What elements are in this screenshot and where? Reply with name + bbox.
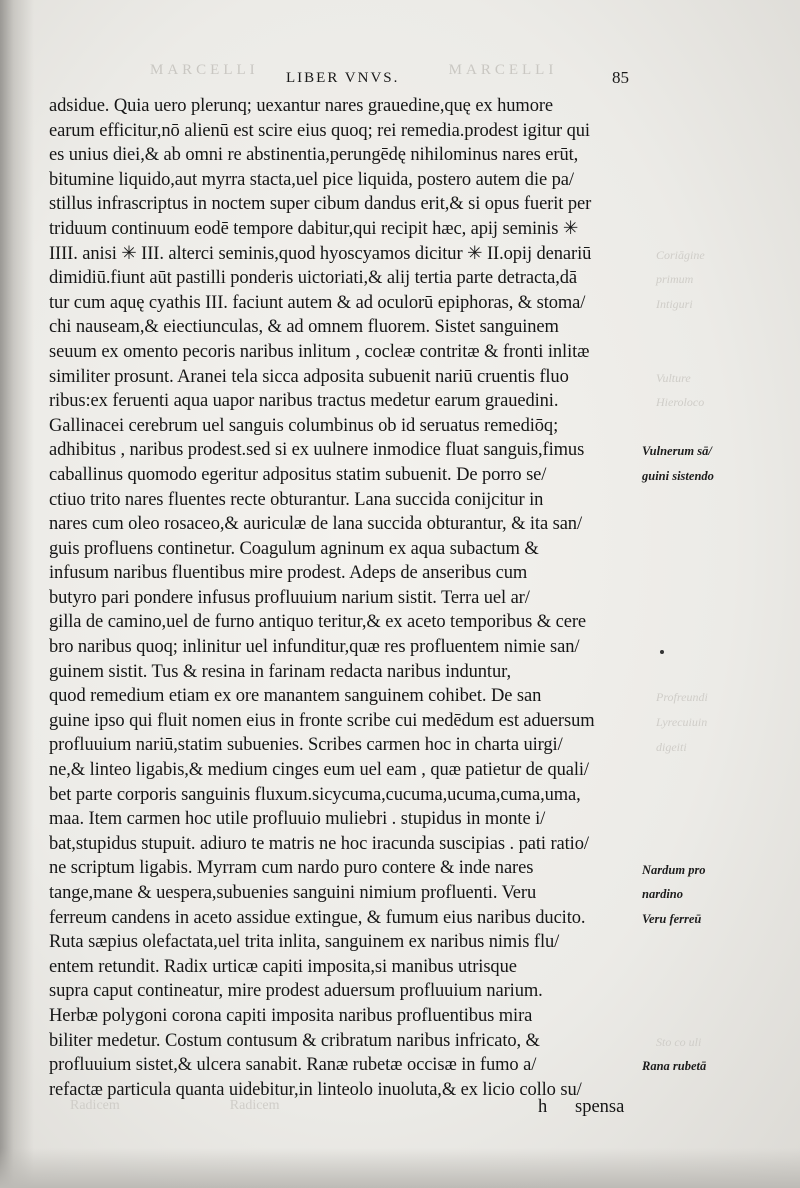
text-line: bat,stupidus stupuit. adiuro te matris ne hoc iracunda suscipias . pati ratio/	[49, 833, 589, 854]
catchword: spensa	[575, 1097, 625, 1117]
show-through-margin-note: digeiti	[656, 739, 687, 754]
show-through-footer-right: Radicem	[229, 1098, 280, 1113]
text-line: ribus:ex feruenti aqua uapor naribus tractus medetur earum grauedini.	[49, 391, 559, 412]
show-through-margin-note: Intiguri	[656, 296, 693, 311]
text-line: supra caput contineatur, mire prodest aduersum profluuium narium.	[49, 981, 543, 1002]
page-number: 85	[612, 68, 629, 87]
margin-note: Vulnerum sā/	[642, 444, 712, 459]
margin-note: guini sistendo	[642, 469, 714, 483]
text-line: ne scriptum ligabis. Myrram cum nardo puro contere & inde nares	[49, 858, 534, 879]
margin-note: Rana rubetā	[642, 1059, 707, 1074]
text-line: adsidue. Quia uero plerunq; uexantur nares grauedine,quę ex humore	[49, 96, 554, 116]
show-through-header-right: MARCELLI	[448, 62, 558, 78]
show-through-margin-note: Vulture	[656, 370, 691, 385]
margin-note: Nardum pro	[642, 862, 706, 877]
ink-dot	[660, 650, 664, 654]
text-line: quod remedium etiam ex ore manantem sanguinem cohibet. De san	[49, 686, 542, 707]
text-line: gilla de camino,uel de furno antiquo teritur,& ex aceto temporibus & cere	[49, 612, 587, 633]
margin-note: Veru ferreū	[642, 911, 702, 926]
show-through-footer-left: Radicem	[70, 1098, 120, 1113]
text-line: bro naribus quoq; inlinitur uel infunditur,quæ res profluentem nimie san/	[49, 637, 580, 658]
show-through-margin-note: Sto co uli	[656, 1034, 702, 1049]
text-line: earum efficitur,nō alienū est scire eius quoq; rei remedia.prodest igitur qui	[49, 120, 590, 141]
text-line: Ruta sæpius olefactata,uel trita inlita, sanguinem ex naribus nimis flu/	[49, 932, 560, 953]
text-line: IIII. anisi ✳ III. alterci seminis,quod hyoscyamos dicitur ✳ II.opij denariū	[49, 243, 592, 264]
text-line: bet parte corporis sanguinis fluxum.sicycuma,cucuma,ucuma,cuma,uma,	[49, 784, 581, 805]
text-line: caballinus quomodo egeritur adpositus statim subuenit. De porro se/	[49, 464, 547, 485]
text-line: dimidiū.fiunt aūt pastilli ponderis uictoriati,& alij tertia parte detracta,dā	[49, 268, 578, 289]
page-bottom-shadow	[0, 1148, 800, 1188]
text-line: ferreum candens in aceto assidue extingue, & fumum eius naribus ducito.	[49, 907, 586, 928]
show-through-footer	[70, 1098, 280, 1114]
show-through-header-left: MARCELLI	[150, 62, 259, 78]
text-line: biliter medetur. Costum contusum & cribratum naribus infricato, &	[49, 1030, 540, 1051]
show-through-margin-note: Lyrecuiuin	[656, 715, 708, 729]
body-text	[49, 94, 639, 1102]
text-line: entem retundit. Radix urticæ capiti imposita,si manibus utrisque	[49, 956, 517, 977]
text-line: ne,& linteo ligabis,& medium cinges eum uel eam , quæ patietur de quali/	[49, 760, 589, 781]
running-head: LIBER VNVS.	[286, 70, 400, 86]
text-line: es unius diei,& ab omni re abstinentia,perungēdę nihilominus nares erūt,	[49, 145, 579, 166]
text-line: maa. Item carmen hoc utile profluuio muliebri . stupidus in monte i/	[49, 809, 546, 830]
text-line: chi nauseam,& eiectiunculas, & ad omnem fluorem. Sistet sanguinem	[49, 317, 559, 338]
text-line: profluuium nariū,statim subuenies. Scribes carmen hoc in charta uirgi/	[49, 735, 563, 756]
text-line: triduum continuum eodē tempore dabitur,qui recipit hæc, apij seminis ✳	[49, 218, 579, 239]
margin-note: nardino	[642, 887, 683, 902]
text-line: guine ipso qui fluit nomen eius in fronte scribe cui medēdum est aduersum	[49, 710, 595, 731]
text-line: refactæ particula quanta uidebitur,in linteolo inuoluta,& ex licio collo su/	[49, 1079, 582, 1100]
text-line: seuum ex omento pecoris naribus inlitum , cocleæ contritæ & fronti inlitæ	[49, 341, 590, 362]
text-line: Gallinacei cerebrum uel sanguis columbinus ob id seruatus remediōq;	[49, 415, 559, 436]
text-line: infusum naribus fluentibus mire prodest. Adeps de anseribus cum	[49, 563, 528, 584]
show-through-margin-note: primum	[656, 272, 694, 287]
text-line: Herbæ polygoni corona capiti imposita naribus profluentibus mira	[49, 1005, 533, 1026]
text-line: nares cum oleo rosaceo,& auriculæ de lana succida obturantur, & ita san/	[49, 514, 582, 535]
signature-mark: h	[538, 1097, 548, 1117]
text-line: tange,mane & uespera,subuenies sanguini nimium profluenti. Veru	[49, 883, 537, 903]
text-line: adhibitus , naribus prodest.sed si ex uulnere inmodice fluat sanguis,fimus	[49, 440, 585, 461]
text-line: tur cum aquę cyathis III. faciunt autem & ad oculorū epiphoras, & stoma/	[49, 292, 586, 313]
show-through-margin-note: Hieroloco	[656, 395, 705, 410]
show-through-margin-note: Profreundi	[656, 690, 708, 705]
show-through-margin-note: Coriāgine	[656, 247, 705, 262]
text-line: butyro pari pondere infusus profluuium narium sistit. Terra uel ar/	[49, 587, 530, 608]
text-line: guis profluens continetur. Coagulum agninum ex aqua subactum &	[49, 538, 539, 559]
text-line: similiter prosunt. Aranei tela sicca adposita subuenit nariū cruentis fluo	[49, 366, 569, 387]
text-line: bitumine liquido,aut myrra stacta,uel pice liquida, postero autem die pa/	[49, 169, 574, 190]
text-line: guinem sistit. Tus & resina in farinam redacta naribus induntur,	[49, 661, 511, 682]
text-line: ctiuo trito nares fluentes recte obturantur. Lana succida conijcitur in	[49, 489, 544, 510]
text-line: profluuium sistet,& ulcera sanabit. Ranæ rubetæ occisæ in fumo a/	[49, 1055, 537, 1076]
text-line: stillus infrascriptus in noctem super cibum dandus erit,& si opus fuerit per	[49, 194, 592, 215]
page-gutter-shadow	[0, 0, 34, 1188]
